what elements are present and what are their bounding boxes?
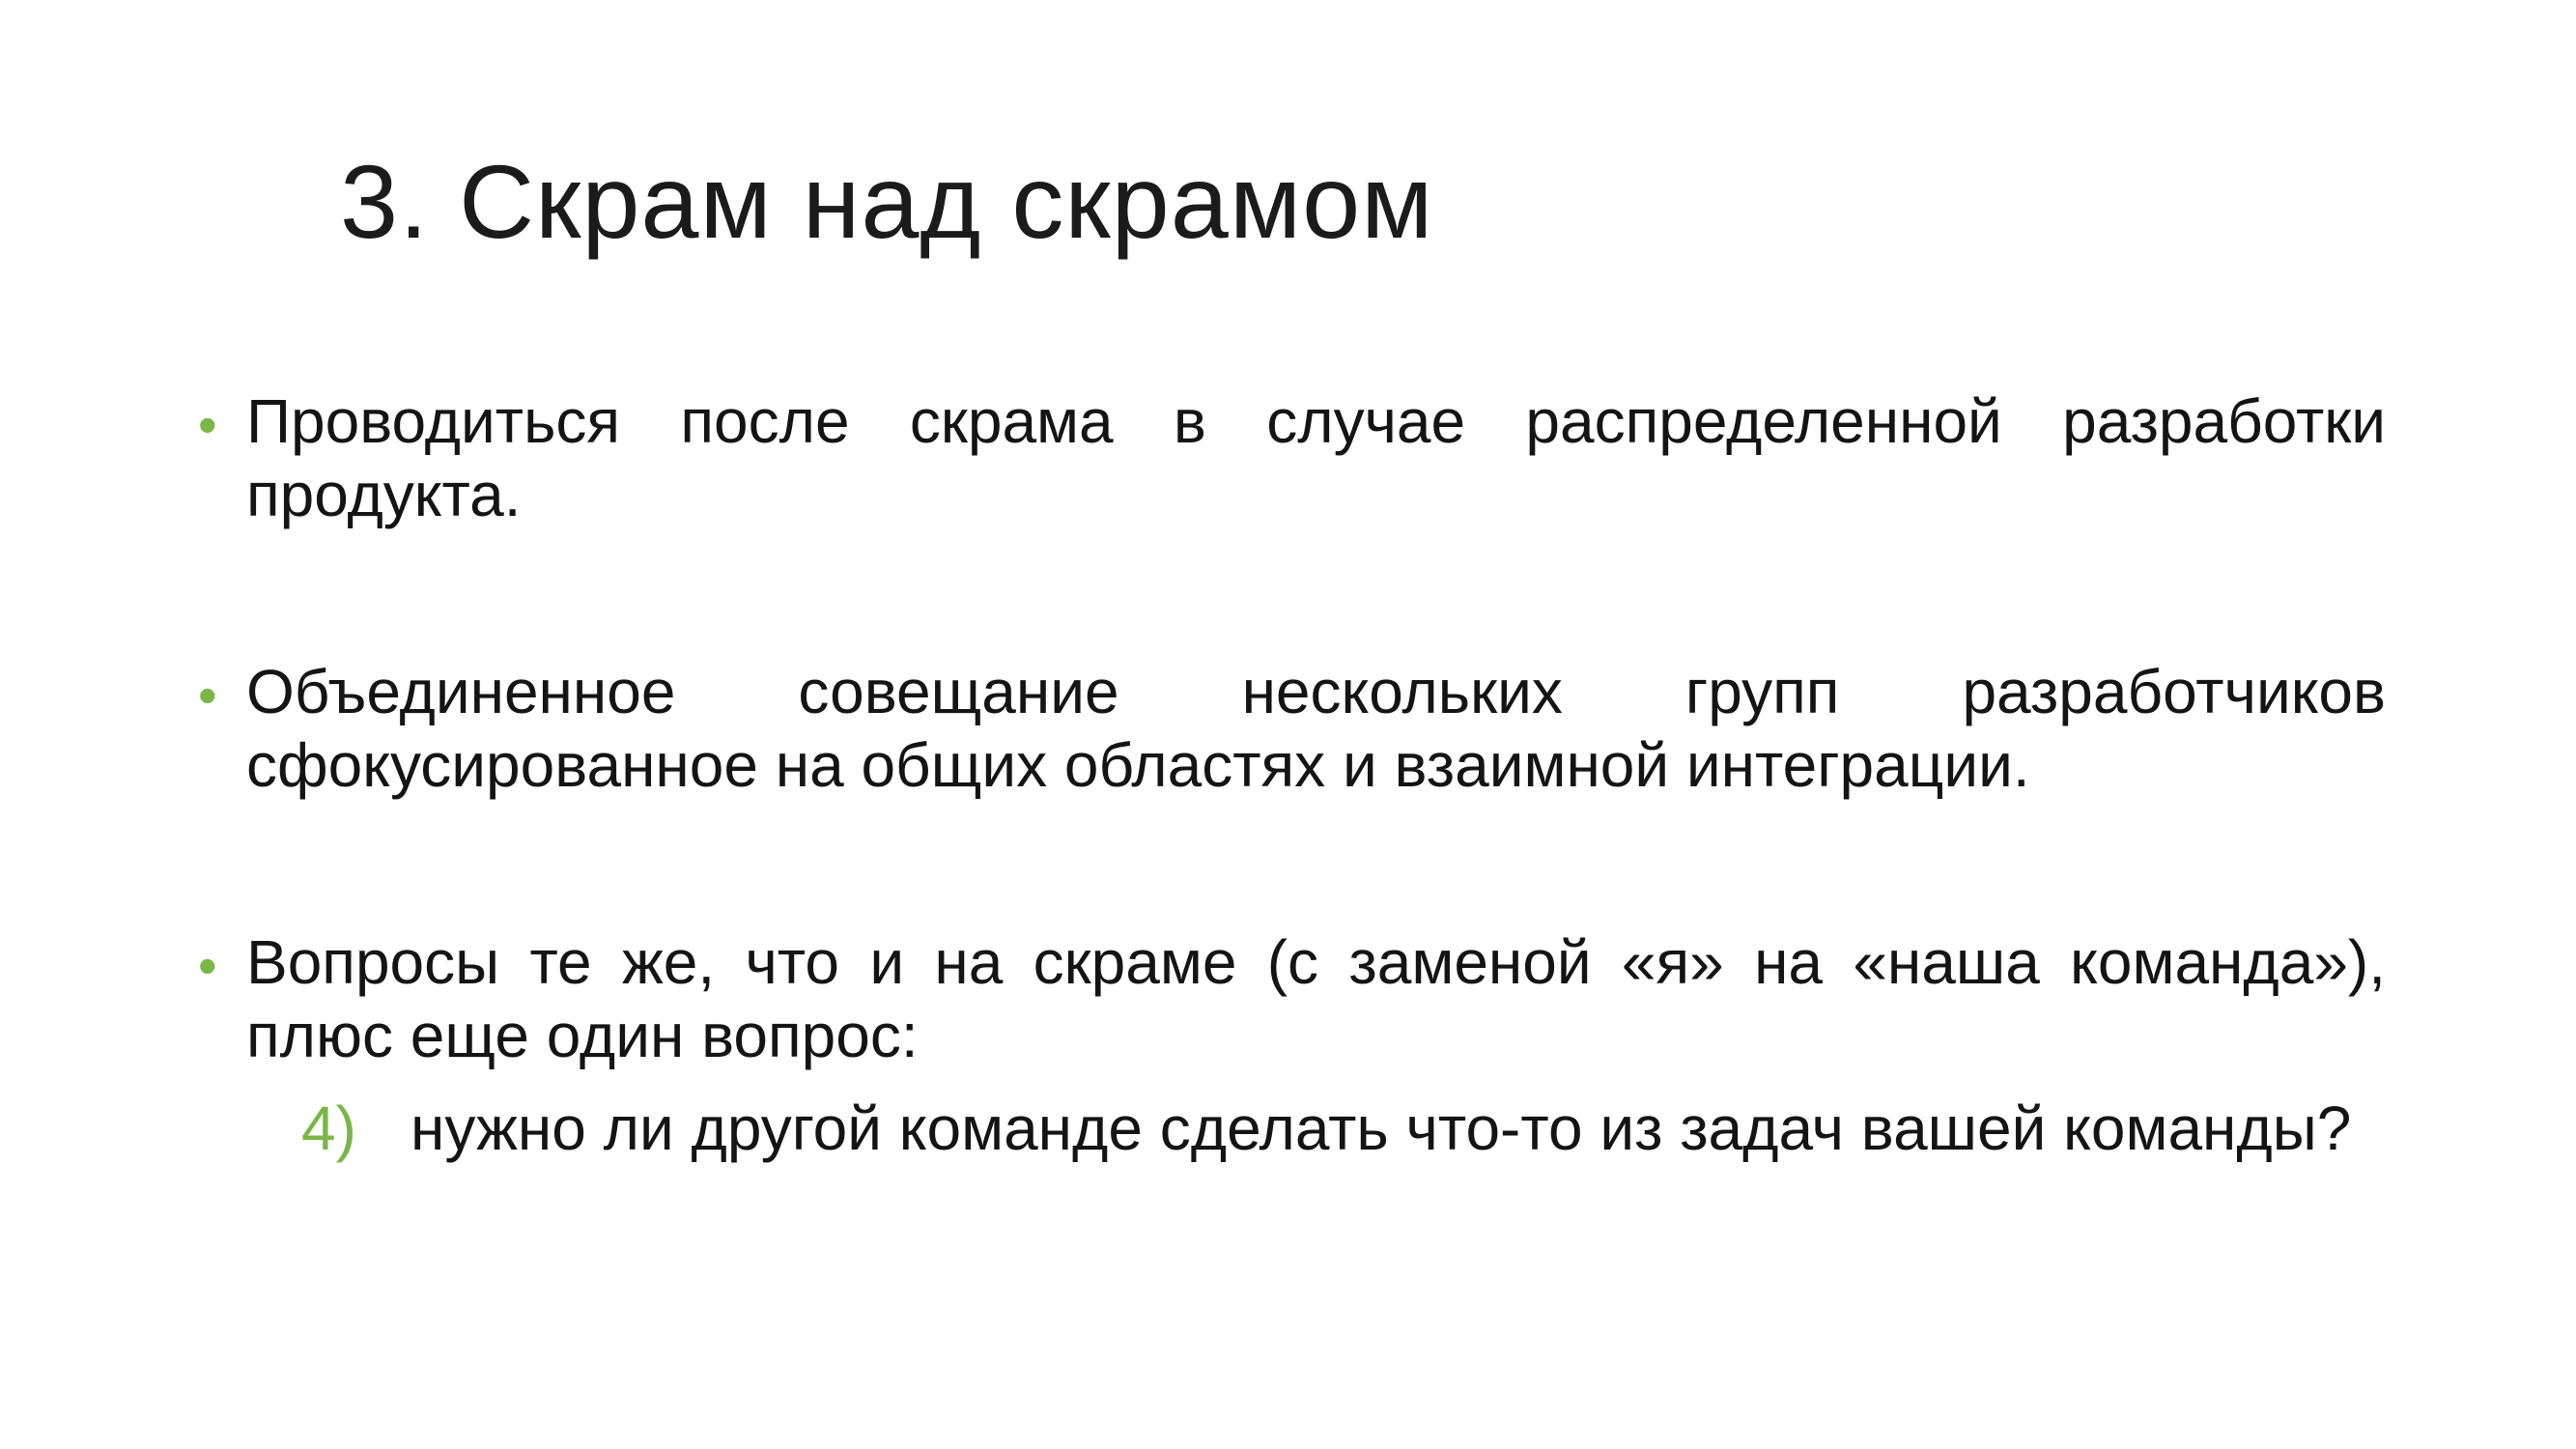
bullet-dot-icon: • — [198, 665, 217, 725]
sub-item-text: нужно ли другой команде сделать что-то из задач вашей команды? — [410, 1094, 2352, 1163]
bullet-dot-icon: • — [198, 935, 217, 996]
sub-item-number: 4) — [301, 1094, 356, 1163]
bullet-item-3 — [198, 925, 2386, 1165]
slide-title: 3. Скрам над скрамом — [340, 143, 1434, 260]
slide-body — [198, 384, 2386, 1165]
bullet-text: Объединенное совещание нескольких групп разработчиков сфокусированное на общих областях и взаимной интеграции. — [246, 657, 2386, 800]
bullet-item-1 — [198, 384, 2386, 531]
bullet-item-2 — [198, 655, 2386, 802]
numbered-sub-item — [246, 1092, 2386, 1165]
bullet-text: Вопросы те же, что и на скраме (с заменой «я» на «наша команда»), плюс еще один вопрос: — [246, 927, 2386, 1070]
bullet-dot-icon: • — [198, 394, 217, 455]
bullet-text: Проводиться после скрама в случае распределенной разработки продукта. — [246, 386, 2386, 529]
